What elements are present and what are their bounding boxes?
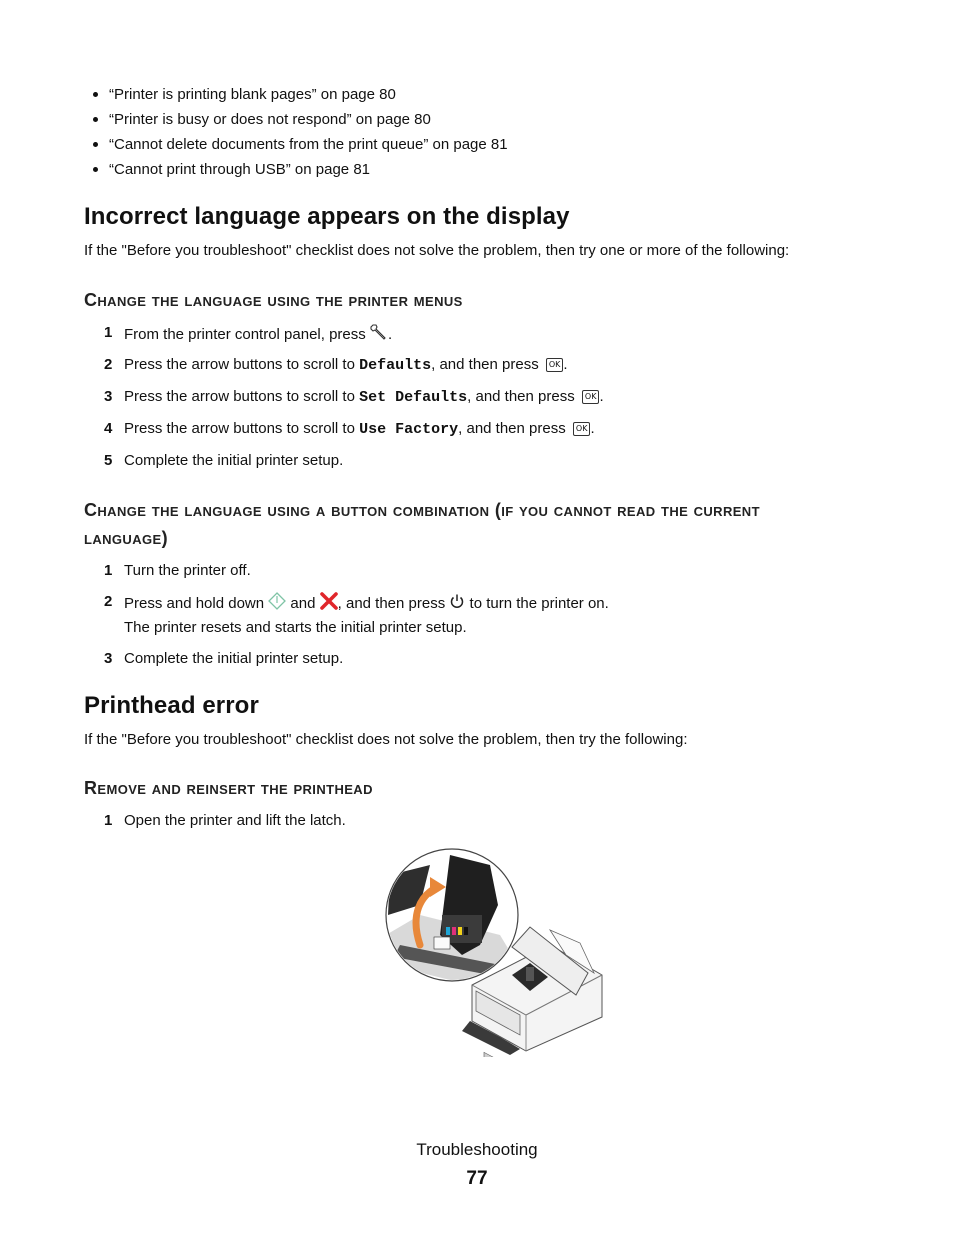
list-item[interactable]: “Printer is printing blank pages” on page 80	[109, 86, 396, 103]
step-text: Complete the initial printer setup.	[124, 650, 344, 667]
step-text-part: , and then press	[458, 420, 570, 437]
step-number: 5	[104, 452, 113, 469]
step-number: 2	[104, 593, 113, 610]
list-item[interactable]: “Cannot delete documents from the print queue” on page 81	[109, 136, 508, 153]
subheading-button-combination: Change the language using a button combination (if you cannot read the current	[84, 500, 760, 520]
step-number: 4	[104, 420, 113, 437]
step-text	[124, 592, 609, 616]
step-text-part: to turn the printer on.	[465, 594, 609, 612]
menu-code: Set Defaults	[359, 389, 468, 406]
ok-button-icon: OK	[546, 358, 564, 372]
menu-code: Use Factory	[359, 421, 459, 438]
wrench-icon	[370, 323, 388, 347]
step-text-part: From the printer control panel, press	[124, 325, 370, 343]
ok-button-icon: OK	[573, 422, 591, 436]
section-heading-printhead-error: Printhead error	[84, 692, 259, 719]
step-number: 1	[104, 324, 113, 341]
step-text-part: , and then press	[467, 388, 579, 405]
section-intro: If the "Before you troubleshoot" checklist does not solve the problem, then try one or more of the following:	[84, 242, 790, 259]
step-text-part: Press the arrow buttons to scroll to	[124, 388, 360, 405]
step-text-part: .	[563, 356, 568, 373]
step-text: Turn the printer off.	[124, 562, 251, 579]
step-text	[124, 323, 392, 347]
step-text-part: Press the arrow buttons to scroll to	[124, 420, 360, 437]
step-text-part: , and then press	[431, 356, 543, 373]
start-diamond-icon	[268, 592, 286, 616]
subheading-button-combination-cont: language)	[84, 528, 168, 548]
step-text-part: .	[387, 325, 393, 343]
bullet-dot	[93, 167, 98, 172]
ok-button-icon: OK	[582, 390, 600, 404]
step-text-part: Press and hold down	[124, 594, 269, 612]
step-note: The printer resets and starts the initial printer setup.	[124, 619, 467, 636]
step-number: 3	[104, 388, 113, 405]
bullet-dot	[93, 142, 98, 147]
step-number: 1	[104, 812, 113, 829]
subheading-remove-printhead: Remove and reinsert the printhead	[84, 778, 373, 798]
section-heading-incorrect-language: Incorrect language appears on the display	[84, 203, 570, 230]
list-item[interactable]: “Printer is busy or does not respond” on page 80	[109, 111, 431, 128]
step-text-part: Press the arrow buttons to scroll to	[124, 356, 360, 373]
power-icon	[449, 593, 465, 615]
menu-code: Defaults	[359, 357, 432, 374]
page-number: 77	[466, 1168, 488, 1189]
step-text	[124, 419, 595, 440]
step-number: 3	[104, 650, 113, 667]
list-item[interactable]: “Cannot print through USB” on page 81	[109, 161, 370, 178]
step-text-part: and	[286, 594, 320, 612]
step-text	[124, 355, 568, 376]
cancel-x-icon	[320, 592, 338, 616]
section-intro: If the "Before you troubleshoot" checklist does not solve the problem, then try the following:	[84, 731, 688, 748]
step-text-part: .	[599, 388, 604, 405]
step-text: Complete the initial printer setup.	[124, 452, 344, 469]
subheading-printer-menus: Change the language using the printer menus	[84, 290, 463, 310]
bullet-dot	[93, 117, 98, 122]
step-text	[124, 387, 604, 408]
step-text-part: .	[590, 420, 595, 437]
step-text-part: , and then press	[337, 594, 450, 612]
bullet-dot	[93, 92, 98, 97]
step-number: 1	[104, 562, 113, 579]
step-number: 2	[104, 356, 113, 373]
footer-section-title: Troubleshooting	[416, 1140, 538, 1159]
printer-latch-illustration	[380, 845, 616, 1057]
step-text: Open the printer and lift the latch.	[124, 812, 346, 829]
